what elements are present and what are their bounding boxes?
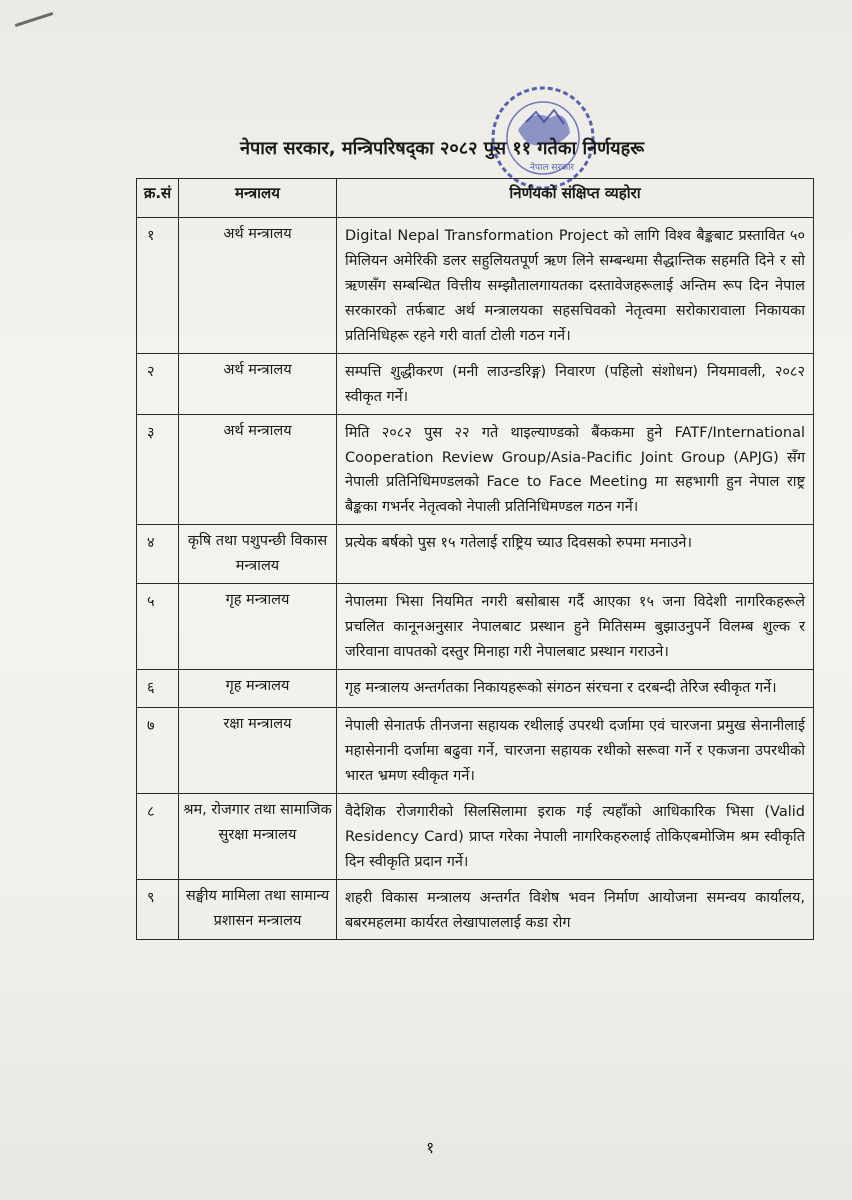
row-ministry: अर्थ मन्त्रालय <box>179 218 337 354</box>
row-ministry: गृह मन्त्रालय <box>179 584 337 670</box>
decisions-table <box>136 178 814 940</box>
row-serial: ३ <box>137 414 179 525</box>
row-serial: ६ <box>137 670 179 708</box>
row-ministry: सङ्घीय मामिला तथा सामान्य प्रशासन मन्त्रालय <box>179 879 337 940</box>
row-serial: ७ <box>137 707 179 793</box>
row-decision: नेपालमा भिसा नियमित नगरी बसोबास गर्दै आएका १५ जना विदेशी नागरिकहरूले प्रचलित कानूनअनुसार नेपालबाट प्रस्थान हुने मितिसम्म बुझाउनुपर्ने विलम्ब शुल्क र जरिवाना वापतको दस्तुर मिनाहा गरी नेपालबाट प्रस्थान गराउने। <box>337 584 814 670</box>
table-row <box>137 414 814 525</box>
seal-text: नेपाल सरकार <box>530 163 575 173</box>
row-ministry: अर्थ मन्त्रालय <box>179 353 337 414</box>
row-ministry: गृह मन्त्रालय <box>179 670 337 708</box>
row-ministry: कृषि तथा पशुपन्छी विकास मन्त्रालय <box>179 525 337 584</box>
page-title: नेपाल सरकार, मन्त्रिपरिषद्का २०८२ पुस ११ गतेका निर्णयहरू <box>240 138 645 159</box>
row-ministry: श्रम, रोजगार तथा सामाजिक सुरक्षा मन्त्रालय <box>179 793 337 879</box>
table-row <box>137 584 814 670</box>
row-decision: मिति २०८२ पुस २२ गते थाइल्याण्डको बैंककमा हुने FATF/International Cooperation Review Group/Asia-Pacific Joint Group (APJG) सँग नेपाली प्रतिनिधिमण्डलको Face to Face Meeting मा सहभागी हुन नेपाल राष्ट्र बैङ्कका गभर्नर नेतृत्वको नेपाली प्रतिनिधिमण्डल गठन गर्ने। <box>337 414 814 525</box>
row-serial: ९ <box>137 879 179 940</box>
table-row <box>137 525 814 584</box>
row-serial: ४ <box>137 525 179 584</box>
row-ministry: अर्थ मन्त्रालय <box>179 414 337 525</box>
table-header-row <box>137 179 814 218</box>
header-ministry: मन्त्रालय <box>179 179 337 218</box>
header-decision: निर्णयको संक्षिप्त व्यहोरा <box>337 179 814 218</box>
row-decision: प्रत्येक बर्षको पुस १५ गतेलाई राष्ट्रिय च्याउ दिवसको रुपमा मनाउने। <box>337 525 814 584</box>
row-ministry: रक्षा मन्त्रालय <box>179 707 337 793</box>
row-decision: शहरी विकास मन्त्रालय अन्तर्गत विशेष भवन निर्माण आयोजना समन्वय कार्यालय, बबरमहलमा कार्यरत लेखापाललाई कडा रोग <box>337 879 814 940</box>
table-row <box>137 707 814 793</box>
header-serial: क्र.सं <box>137 179 179 218</box>
row-serial: १ <box>137 218 179 354</box>
row-serial: ८ <box>137 793 179 879</box>
row-decision: वैदेशिक रोजगारीको सिलसिलामा इराक गई त्यहाँको आधिकारिक भिसा (Valid Residency Card) प्राप्त गरेका नेपाली नागरिकहरुलाई तोकिएबमोजिम श्रम स्वीकृति दिन स्वीकृति प्रदान गर्ने। <box>337 793 814 879</box>
row-serial: ५ <box>137 584 179 670</box>
row-serial: २ <box>137 353 179 414</box>
row-decision: नेपाली सेनातर्फ तीनजना सहायक रथीलाई उपरथी दर्जामा एवं चारजना प्रमुख सेनानीलाई महासेनानी दर्जामा बढुवा गर्ने, चारजना सहायक रथीको सरूवा गर्ने र एकजना उपरथीको भारत भ्रमण स्वीकृत गर्ने। <box>337 707 814 793</box>
table-row <box>137 670 814 708</box>
row-decision: Digital Nepal Transformation Project को लागि विश्व बैङ्कबाट प्रस्तावित ५० मिलियन अमेरिकी डलर सहुलियतपूर्ण ऋण लिने सम्बन्धमा सैद्धान्तिक सहमति दिने र सो ऋणसँग सम्बन्धित वित्तीय सम्झौतालगायतका दस्तावेजहरूलाई अन्तिम रूप दिन नेपाल सरकारको तर्फबाट अर्थ मन्त्रालयका सहसचिवको नेतृत्वमा सरोकारावाला निकायका प्रतिनिधिहरू रहने गरी वार्ता टोली गठन गर्ने। <box>337 218 814 354</box>
table-row <box>137 218 814 354</box>
table-row <box>137 793 814 879</box>
table-row <box>137 353 814 414</box>
table-row <box>137 879 814 940</box>
row-decision: सम्पत्ति शुद्धीकरण (मनी लाउन्डरिङ्ग) निवारण (पहिलो संशोधन) नियमावली, २०८२ स्वीकृत गर्ने। <box>337 353 814 414</box>
row-decision: गृह मन्त्रालय अन्तर्गतका निकायहरूको संगठन संरचना र दरबन्दी तेरिज स्वीकृत गर्ने। <box>337 670 814 708</box>
page-number: १ <box>426 1138 435 1157</box>
